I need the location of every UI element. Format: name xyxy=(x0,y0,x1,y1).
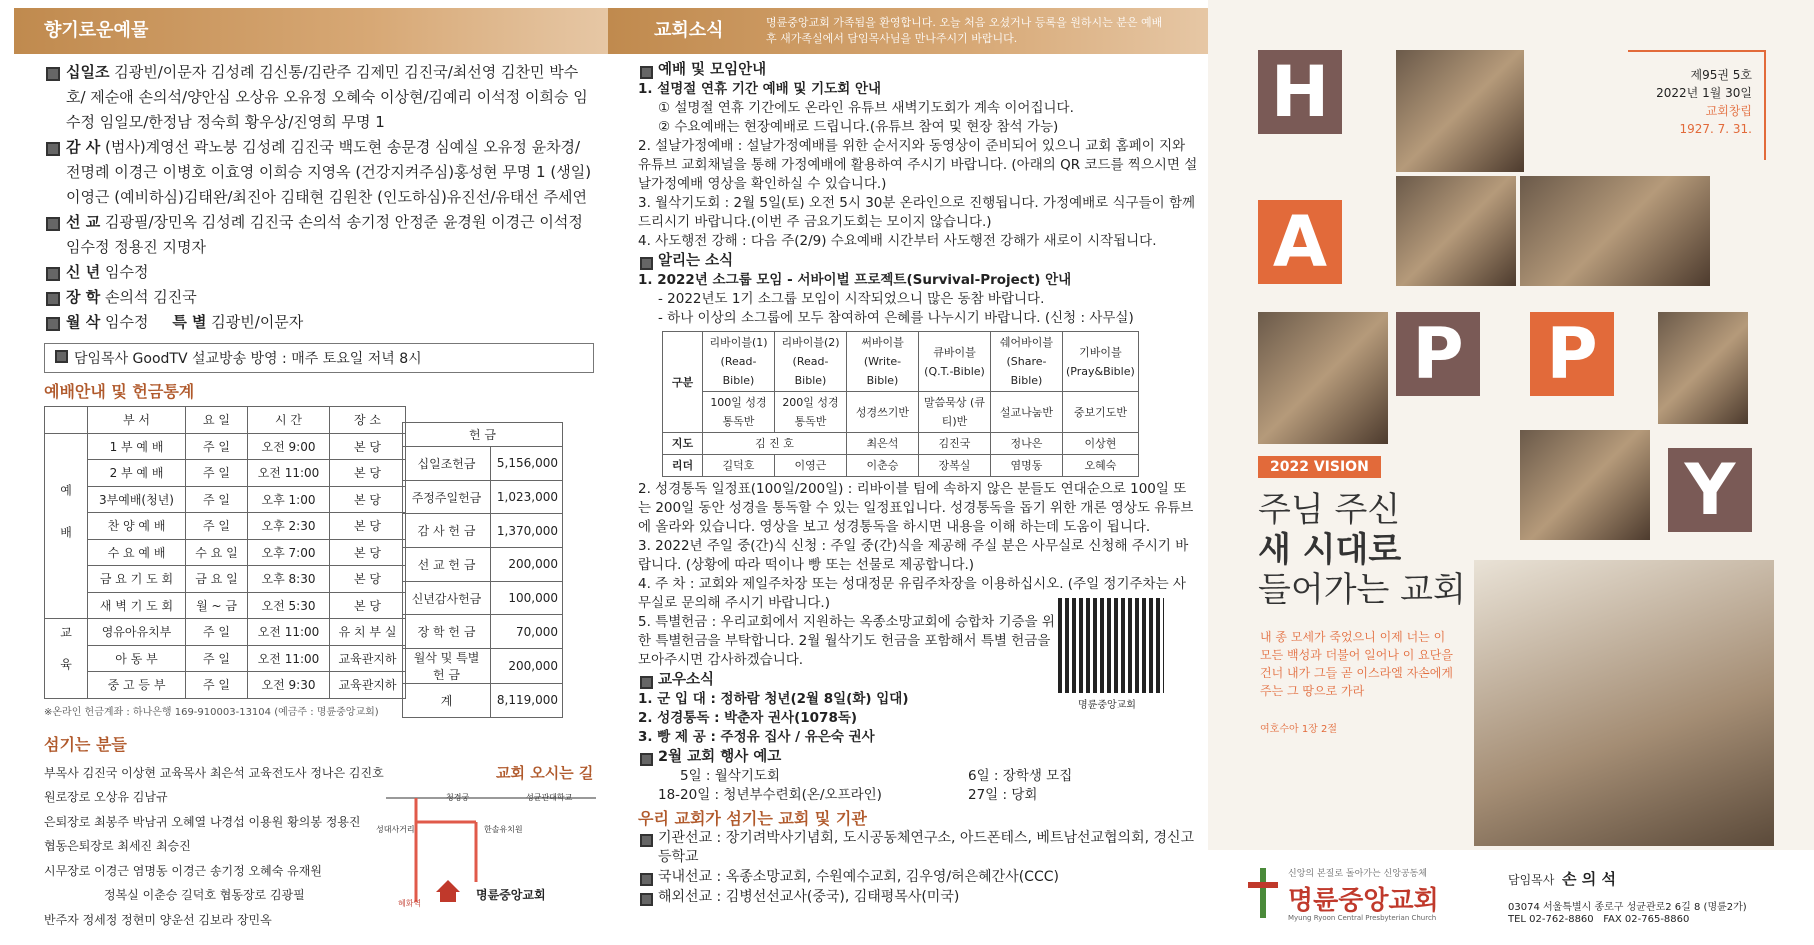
cell: 길덕호 xyxy=(703,455,775,477)
offering-tithe xyxy=(44,60,594,135)
table-row xyxy=(663,455,1139,477)
servants-line: 부목사 김진국 이상현 교육목사 최은석 교육전도사 정나은 김진호 xyxy=(44,765,384,780)
cell: 본 당 xyxy=(330,566,406,593)
offering-scholarship xyxy=(44,285,594,310)
cell: 200일 성경통독반 xyxy=(775,392,847,433)
slogan-line: 주님 주신 xyxy=(1258,490,1401,530)
cell: 쉐어바이블 (Share-Bible) xyxy=(991,332,1063,392)
cell: 써바이블 (Write-Bible) xyxy=(847,332,919,392)
event-item: 27일 : 당회 xyxy=(968,787,1038,803)
group-label: 교육 xyxy=(45,619,88,699)
offering-names: (범사)계영선 곽노붕 김성례 김진국 백도현 송문경 심예실 오유정 윤차경/ 전명례 이경근 이병호 이효영 이희승 지영옥 (건강지켜주심)홍성현 무명 1 (생일)이영근 (예비하심)김태완/최진아 김태현 김원찬 (인도하심)유진선/유태선 주세연 xyxy=(66,138,592,206)
news-item: 3. 월삭기도회 : 2월 5일(토) 오전 5시 30분 온라인으로 진행됩니다. 가정예배로 식구들이 함께 드리시기 바랍니다.(이번 주 금요기도회는 모이지 않습니다.) xyxy=(638,195,1196,230)
cell: 오후 1:00 xyxy=(248,486,330,513)
table-row xyxy=(45,566,406,593)
servants-list xyxy=(44,761,384,933)
news-banner xyxy=(608,8,1208,54)
cell: 이영근 xyxy=(775,455,847,477)
cell: 주 일 xyxy=(186,486,248,513)
offering-label: 월 삭 xyxy=(66,313,101,331)
column-header: 요 일 xyxy=(186,407,248,434)
cell: 수 요 일 xyxy=(186,539,248,566)
offering-table xyxy=(402,422,563,718)
servants-line: 협동은퇴장로 최세진 최승진 xyxy=(44,839,191,853)
offering-label: 선 교 xyxy=(66,213,101,231)
news-item: 4. 주 차 : 교회와 제일주차장 또는 성대정문 유림주차장을 이용하십시오. (주일 정기주차는 사무실로 문의해 주시기 바랍니다.) xyxy=(638,576,1186,611)
account-note: ※온라인 헌금계좌 : 하나은행 169-910003-13104 (예금주 : 명륜중앙교회) xyxy=(44,706,379,718)
map-label: 성대사거리 xyxy=(376,825,415,834)
issue-box xyxy=(1628,50,1766,160)
servants-line: 원로장로 오상유 김남규 xyxy=(44,790,168,804)
broadcast-notice xyxy=(44,343,594,373)
cell: 100일 성경통독반 xyxy=(703,392,775,433)
cell: 2 부 예 배 xyxy=(88,460,186,487)
member-news: 3. 빵 제 공 : 주정유 집사 / 유은숙 권사 xyxy=(638,729,875,745)
news-subitem: ① 설명절 연휴 기간에도 온라인 유튜브 새벽기도회가 계속 이어집니다. xyxy=(658,100,1074,116)
cell: 중 고 등 부 xyxy=(88,672,186,699)
section-heading: 알리는 소식 xyxy=(638,252,1198,271)
cell: 십일조헌금 xyxy=(403,447,491,481)
tel: TEL 02-762-8860 xyxy=(1508,914,1594,925)
column-header: 장 소 xyxy=(330,407,406,434)
offering-newyear xyxy=(44,260,594,285)
member-news: 1. 군 입 대 : 정하람 청년(2월 8일(화) 입대) xyxy=(638,691,909,707)
cell: 8,119,000 xyxy=(491,684,563,718)
cell: 염명동 xyxy=(991,455,1063,477)
offering-label: 특 별 xyxy=(172,313,207,331)
table-row xyxy=(403,447,563,481)
slogan-line: 새 시대로 xyxy=(1258,530,1402,570)
offering-label: 신 년 xyxy=(66,263,101,281)
table-row xyxy=(45,460,406,487)
news-item: 1. 2022년 소그룹 모임 - 서바이벌 프로젝트(Survival-Project) 안내 xyxy=(638,272,1072,288)
cell: 설교나눔반 xyxy=(991,392,1063,433)
cover-column xyxy=(1208,0,1814,945)
offering-list xyxy=(44,60,594,335)
cross-logo xyxy=(1248,868,1278,918)
cell: 김진국 xyxy=(919,433,991,455)
cell: 김 진 호 xyxy=(703,433,847,455)
cell: 1 부 예 배 xyxy=(88,433,186,460)
worship-title: 예배안내 및 헌금통계 xyxy=(44,382,195,401)
event-item: 18-20일 : 청년부수련회(온/오프라인) xyxy=(658,787,882,803)
worship-photo xyxy=(1520,430,1650,540)
table-row xyxy=(663,433,1139,455)
logo-english: Myung Ryoon Central Presbyterian Church xyxy=(1288,914,1437,922)
cell: 본 당 xyxy=(330,539,406,566)
cell: 신년감사헌금 xyxy=(403,581,491,615)
group-label: 예배 xyxy=(45,433,88,619)
news-subitem: ② 수요예배는 현장예배로 드립니다.(유튜브 참여 및 현장 참석 가능) xyxy=(658,119,1059,135)
footer xyxy=(1208,850,1814,945)
table-row xyxy=(403,548,563,582)
org-title: 우리 교회가 섬기는 교회 및 기관 xyxy=(638,809,867,828)
issue-number: 제95권 5호 xyxy=(1690,68,1752,82)
event-row xyxy=(638,767,1198,786)
org-item: 해외선교 : 김병선선교사(중국), 김태평목사(미국) xyxy=(638,888,1198,907)
column-header: 헌 금 xyxy=(403,423,563,447)
cell: 이상현 xyxy=(1063,433,1139,455)
offering-names: 김광빈/이문자 xyxy=(211,313,304,331)
cell: 1,370,000 xyxy=(491,514,563,548)
cell: 선 교 헌 금 xyxy=(403,548,491,582)
cell: 오후 8:30 xyxy=(248,566,330,593)
org-item: 기관선교 : 장기려박사기념회, 도시공동체연구소, 아드폰테스, 베트남선교협의회, 경신고등학교 xyxy=(638,829,1198,867)
cell: 본 당 xyxy=(330,460,406,487)
offering-header-row xyxy=(403,423,563,447)
offering-label: 장 학 xyxy=(66,288,101,306)
cell: 본 당 xyxy=(330,433,406,460)
cell: 오후 7:00 xyxy=(248,539,330,566)
map-label: 성균관대학교 xyxy=(526,793,573,802)
cell: 영유아유치부 xyxy=(88,619,186,646)
event-item: 6일 : 장학생 모집 xyxy=(968,768,1073,784)
small-group-table xyxy=(662,331,1139,477)
cell: 기바이블 (Pray&Bible) xyxy=(1063,332,1139,392)
cell: 주정주일헌금 xyxy=(403,480,491,514)
row-label: 구분 xyxy=(663,332,703,433)
cell: 주 일 xyxy=(186,433,248,460)
sermon-photo xyxy=(1258,312,1388,444)
news-item: 1. 설명절 연휴 기간 예배 및 기도회 안내 xyxy=(638,81,882,97)
section-heading: 2월 교회 행사 예고 xyxy=(638,748,1198,767)
banner-title: 교회소식 xyxy=(654,20,724,41)
offering-names: 임수정 xyxy=(104,263,149,281)
cell: 주 일 xyxy=(186,672,248,699)
column-header: 부 서 xyxy=(88,407,186,434)
offering-names: 손의석 김진국 xyxy=(104,288,197,306)
cell: 오전 11:00 xyxy=(248,645,330,672)
cell: 큐바이블 (Q.T.-Bible) xyxy=(919,332,991,392)
broadcast-text: 담임목사 GoodTV 설교방송 방영 : 매주 토요일 저녁 8시 xyxy=(74,351,422,367)
qr-caption: 명륜중앙교회 xyxy=(1078,700,1136,711)
cell: 정나은 xyxy=(991,433,1063,455)
cell: 월 ~ 금 xyxy=(186,592,248,619)
cell: 아 동 부 xyxy=(88,645,186,672)
banner-desc: 명륜중앙교회 가족됨을 환영합니다. 오늘 처음 오셨거나 등록을 원하시는 분은 예배 후 새가족실에서 담임목사님을 만나주시기 바랍니다. xyxy=(766,16,1163,45)
cell: 교육관지하 xyxy=(330,672,406,699)
news-item: 2. 설날가정예배 : 설날가정예배를 위한 순서지와 동영상이 준비되어 있으니 교회 홈페이 지와 유튜브 교회채널을 통해 가정예배에 활용하여 주시기 바랍니다. (아래의 QR 코드를 찍으시면 설날가정예배 영상을 확인하실 수 있습니다.) xyxy=(638,138,1198,192)
cell: 감 사 헌 금 xyxy=(403,514,491,548)
slogan xyxy=(1258,490,1466,610)
table-row xyxy=(45,619,406,646)
cell: 오전 11:00 xyxy=(248,619,330,646)
table-row xyxy=(663,392,1139,433)
cell: 주 일 xyxy=(186,460,248,487)
news-item: 3. 2022년 주일 중(간)식 신청 : 주일 중(간)식을 제공해 주실 분은 사무실로 신청해 주시기 바랍니다. (상황에 따라 떡이나 빵 또는 선물로 제공합니다.) xyxy=(638,538,1189,573)
event-photo xyxy=(1658,312,1748,424)
offering-label: 감 사 xyxy=(66,138,101,156)
cell: 본 당 xyxy=(330,513,406,540)
row-label: 지도 xyxy=(663,433,703,455)
verse-reference: 여호수아 1장 2절 xyxy=(1260,724,1338,735)
org-item: 국내선교 : 옥종소망교회, 수원예수교회, 김우영/허은혜간사(CCC) xyxy=(638,868,1198,887)
member-news: 2. 성경통독 : 박춘자 권사(1078독) xyxy=(638,710,858,726)
table-row xyxy=(45,592,406,619)
news-item: 4. 사도행전 강해 : 다음 주(2/9) 수요예배 시간부터 사도행전 강해가 새로이 시작됩니다. xyxy=(638,233,1157,249)
table-row xyxy=(403,649,563,684)
cell: 중보기도반 xyxy=(1063,392,1139,433)
offering-monthly xyxy=(44,310,594,335)
qr-code[interactable] xyxy=(1058,598,1164,693)
cell: 최은석 xyxy=(847,433,919,455)
cell: 수 요 예 배 xyxy=(88,539,186,566)
cell: 5,156,000 xyxy=(491,447,563,481)
map-title: 교회 오시는 길 xyxy=(496,764,594,782)
servants-line: 시무장로 이경근 염명동 이경근 송기정 오혜숙 유재원 xyxy=(44,863,322,878)
bible-verse: 내 종 모세가 죽었으니 이제 너는 이 모든 백성과 더불어 일어나 이 요단을 건너 내가 그들 곧 이스라엘 자손에게 주는 그 땅으로 가라 xyxy=(1260,630,1453,698)
offering-names: 김광필/장민옥 김성례 김진국 손의석 송기정 안정준 윤경원 이경근 이석정 임수정 정용진 지명자 xyxy=(66,213,583,256)
group-photo xyxy=(1520,176,1710,286)
servants-title: 섬기는 분들 xyxy=(44,734,127,754)
cell: 200,000 xyxy=(491,649,563,684)
table-row xyxy=(403,480,563,514)
cell: 리바이블(2) (Read-Bible) xyxy=(775,332,847,392)
offering-label: 십일조 xyxy=(66,63,110,81)
cell: 교육관지하 xyxy=(330,645,406,672)
cell: 월삭 및 특별 헌 금 xyxy=(403,649,491,684)
cell: 말씀묵상 (큐티)반 xyxy=(919,392,991,433)
tile-letter: A xyxy=(1258,200,1342,284)
cell: 70,000 xyxy=(491,615,563,649)
offering-mission xyxy=(44,210,594,260)
offering-names: 임수정 xyxy=(104,313,149,331)
logo-name: 명륜중앙교회 xyxy=(1288,886,1439,916)
pastor-label: 담임목사 xyxy=(1508,873,1555,887)
table-row xyxy=(403,615,563,649)
cell: 100,000 xyxy=(491,581,563,615)
cell: 주 일 xyxy=(186,619,248,646)
map-label: 청경궁 xyxy=(446,793,470,802)
cell: 오전 5:30 xyxy=(248,592,330,619)
founded-label: 교회창립 xyxy=(1705,104,1752,118)
cell: 오혜숙 xyxy=(1063,455,1139,477)
news-subitem: - 2022년도 1기 소그룹 모임이 시작되었으니 많은 동참 바랍니다. xyxy=(658,291,1045,307)
directions-map xyxy=(376,762,604,912)
cell: 3부예배(청년) xyxy=(88,486,186,513)
cell: 이춘승 xyxy=(847,455,919,477)
table-row xyxy=(45,672,406,699)
church-building-photo xyxy=(1474,560,1774,846)
event-item: 5일 : 월삭기도회 xyxy=(680,768,780,784)
event-row xyxy=(638,786,1198,805)
tile-letter: Y xyxy=(1668,448,1752,532)
cell: 장 학 헌 금 xyxy=(403,615,491,649)
cell: 유 치 부 실 xyxy=(330,619,406,646)
cell: 금 요 일 xyxy=(186,566,248,593)
cell: 계 xyxy=(403,684,491,718)
offering-names: 김광빈/이문자 김성례 김신통/김란주 김제민 김진국/최선영 김찬민 박수호/ 제순애 손의석/양안심 오상유 오유정 오혜숙 이상현/김예리 이석정 이희승 임수정 임일모/한정남 정숙희 황우상/진영희 무명 1 xyxy=(66,63,588,131)
table-row xyxy=(663,332,1139,392)
column-header: 시 간 xyxy=(248,407,330,434)
cell: 새 벽 기 도 회 xyxy=(88,592,186,619)
cell: 금 요 기 도 회 xyxy=(88,566,186,593)
section-heading: 교우소식 xyxy=(638,671,1198,690)
congregation-photo xyxy=(1396,176,1516,286)
section-heading: 예배 및 모임안내 xyxy=(638,61,1198,80)
issue-date: 2022년 1월 30일 xyxy=(1656,86,1752,100)
table-row xyxy=(45,433,406,460)
cell: 주 일 xyxy=(186,645,248,672)
pastor-name: 손 의 석 xyxy=(1562,870,1616,888)
table-row xyxy=(403,514,563,548)
vision-badge: 2022 VISION xyxy=(1258,456,1381,478)
cell: 본 당 xyxy=(330,486,406,513)
group-header xyxy=(45,407,88,434)
news-item: 2. 성경통독 일정표(100일/200일) : 리바이블 팀에 속하지 않은 분들도 연대순으로 100일 또는 200일 동안 성경을 통독할 수 있는 일정표입니다. 성경통독을 돕기 위한 개론 영상도 유튜브에 올라와 있습니다. 영상을 보고 성경통독을 하시면 내용을 이해 하는데 도움이 됩니다. xyxy=(638,481,1194,535)
fax: FAX 02-765-8860 xyxy=(1603,914,1690,925)
contact xyxy=(1508,914,1689,925)
table-row xyxy=(45,486,406,513)
news-column xyxy=(638,60,1198,907)
row-label: 리더 xyxy=(663,455,703,477)
worship-table xyxy=(44,406,406,699)
map-label: 혜화역 xyxy=(398,899,422,908)
worship-header-row xyxy=(45,407,406,434)
servants-line: 정복실 이춘승 길덕호 협동장로 김광필 xyxy=(104,888,305,902)
logo-tagline: 신앙의 본질로 돌아가는 신앙공동체 xyxy=(1288,869,1427,879)
tile-letter: P xyxy=(1530,312,1614,396)
cell: 오전 9:30 xyxy=(248,672,330,699)
tile-letter: H xyxy=(1258,50,1342,134)
address: 03074 서울특별시 종로구 성균관로2 6길 8 (명륜2가) xyxy=(1508,902,1747,913)
cell: 성경쓰기반 xyxy=(847,392,919,433)
pastor-line xyxy=(1508,868,1616,889)
cell: 오후 2:30 xyxy=(248,513,330,540)
table-row xyxy=(45,513,406,540)
founded-date: 1927. 7. 31. xyxy=(1679,122,1752,136)
table-row xyxy=(403,684,563,718)
cell: 오전 11:00 xyxy=(248,460,330,487)
cell: 오전 9:00 xyxy=(248,433,330,460)
servants-line: 반주자 정세정 정현미 양운선 김보라 장민옥 xyxy=(44,912,272,927)
cell: 주 일 xyxy=(186,513,248,540)
cell: 찬 양 예 배 xyxy=(88,513,186,540)
cell: 200,000 xyxy=(491,548,563,582)
map-label: 한솔유치원 xyxy=(484,825,523,834)
servants-line: 은퇴장로 최봉주 박남귀 오혜열 나경섭 이용원 황의봉 정용진 xyxy=(44,814,361,829)
news-item: 5. 특별헌금 : 우리교회에서 지원하는 옥종소망교회에 승합차 기증을 위한 특별헌금을 부탁합니다. 2월 월삭기도 헌금을 포함해서 특별 헌금을 모아주시면 감사하겠습니다. xyxy=(638,614,1055,668)
cell: 본 당 xyxy=(330,592,406,619)
map-label-church: 명륜중앙교회 xyxy=(476,888,546,902)
table-row xyxy=(45,539,406,566)
news-subitem: - 하나 이상의 소그룹에 모두 참여하여 은혜를 나누시기 바랍니다. (신청 : 사무실) xyxy=(658,310,1134,326)
slogan-line: 들어가는 교회 xyxy=(1258,570,1466,610)
table-row xyxy=(403,581,563,615)
cell: 리바이블(1) (Read-Bible) xyxy=(703,332,775,392)
cell: 장복실 xyxy=(919,455,991,477)
pastor-photo xyxy=(1396,50,1524,172)
offering-thanks xyxy=(44,135,594,210)
table-row xyxy=(45,645,406,672)
cell: 1,023,000 xyxy=(491,480,563,514)
tile-letter: P xyxy=(1396,312,1480,396)
banner-title: 향기로운예물 xyxy=(44,20,149,41)
